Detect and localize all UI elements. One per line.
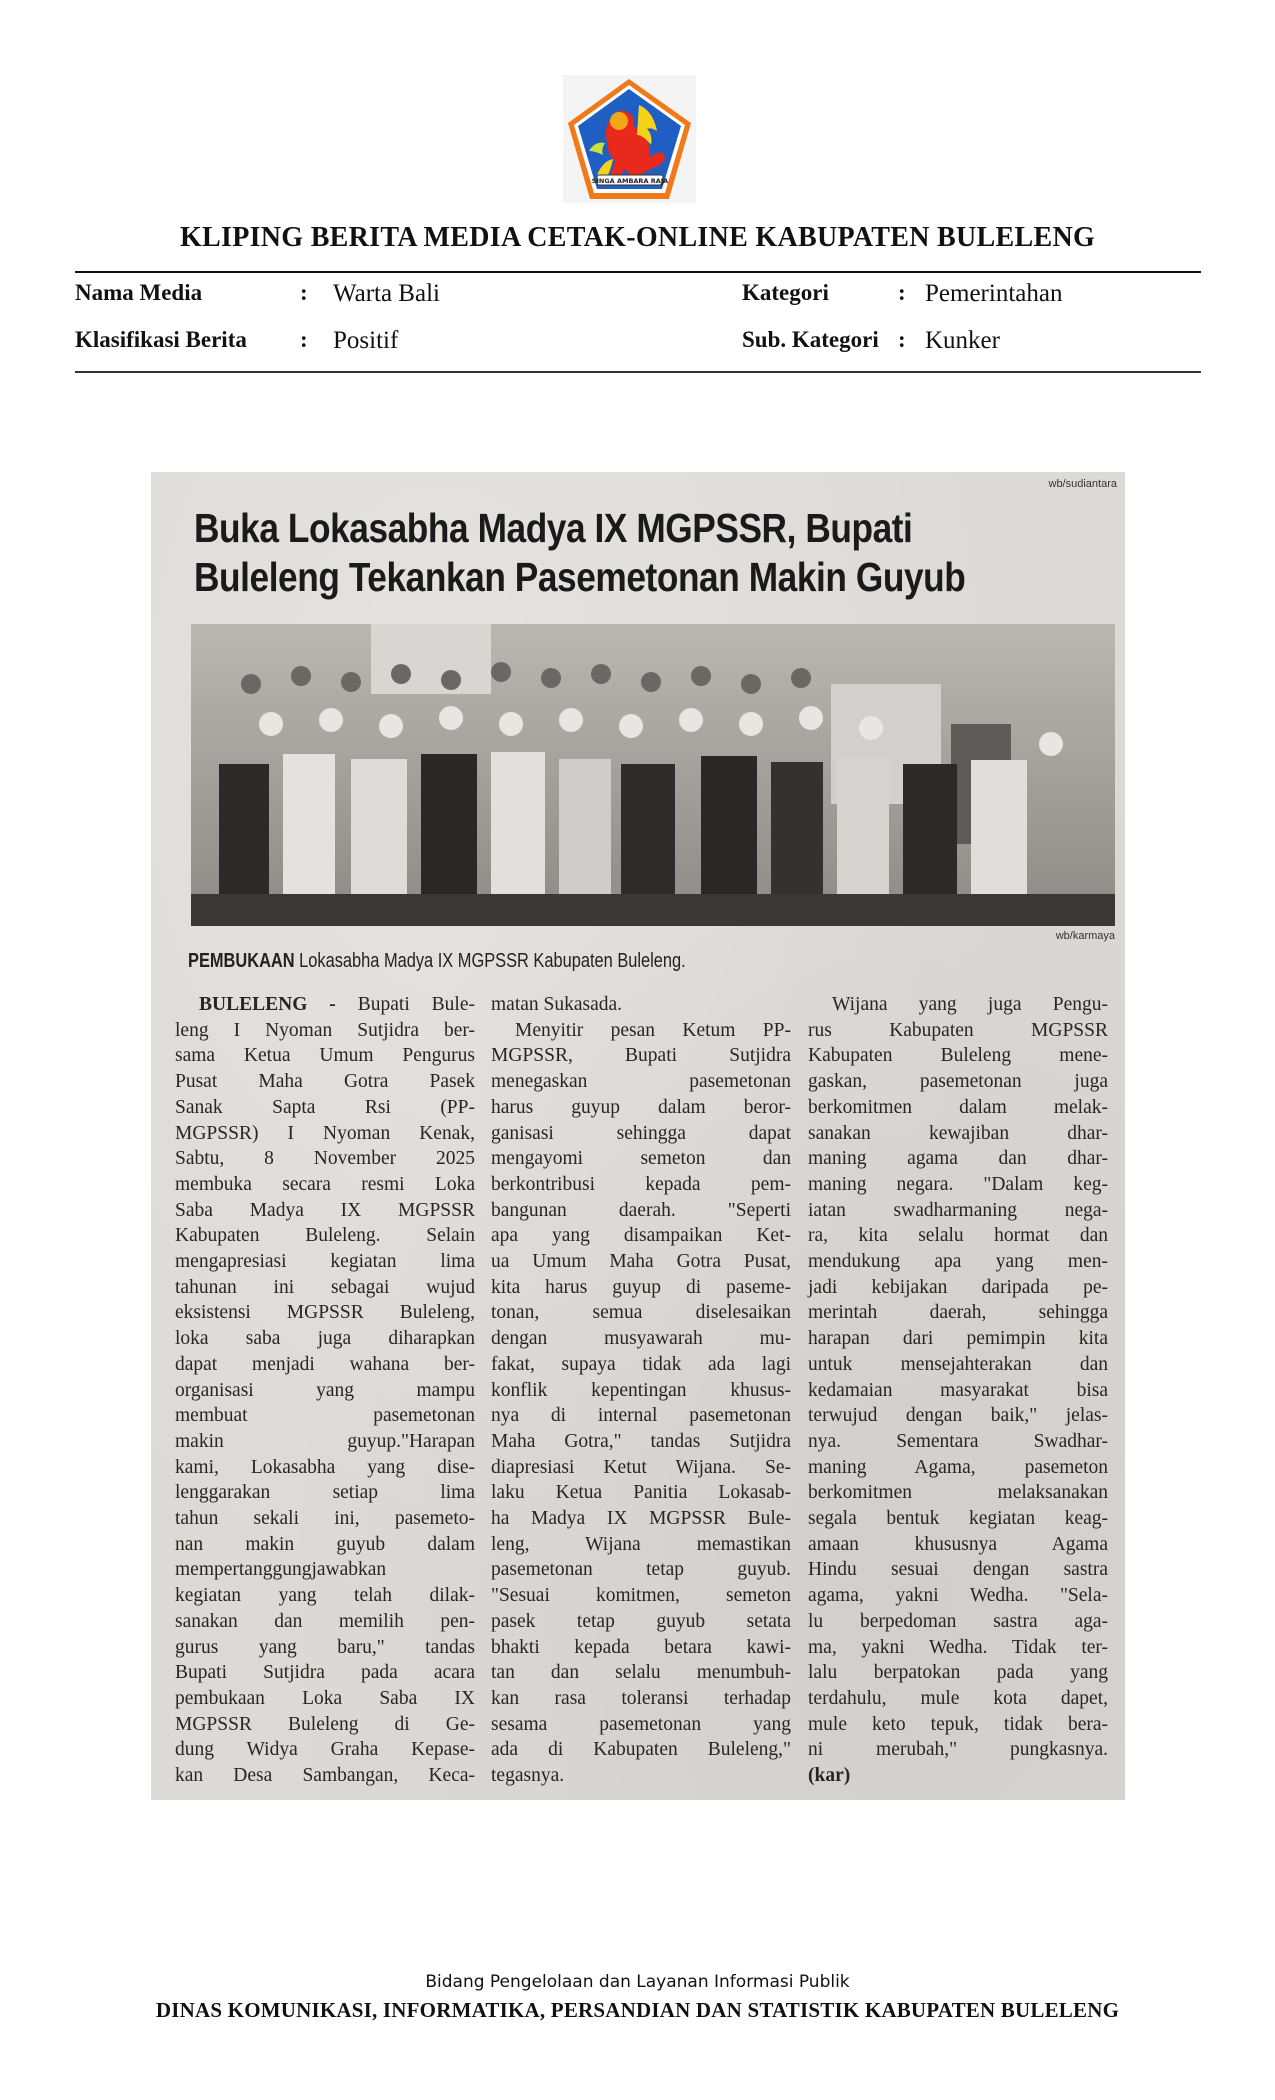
header-divider-top	[75, 271, 1201, 273]
colon: :	[300, 327, 308, 352]
article-line: maning agama dan dhar-	[808, 1148, 1108, 1170]
kategori-label: Kategori	[742, 280, 829, 305]
article-line: ua Umum Maha Gotra Pusat,	[491, 1251, 791, 1273]
article-column-3	[808, 992, 1108, 1789]
article-line: makin guyup."Harapan	[175, 1430, 475, 1452]
header-divider-bottom	[75, 371, 1201, 373]
footer-division: Bidang Pengelolaan dan Layanan Informasi Publik	[425, 1972, 850, 1992]
article-line: kegiatan yang telah dilak-	[175, 1585, 475, 1607]
article-signoff: (kar)	[808, 1765, 851, 1787]
article-line: lenggarakan setiap lima	[175, 1482, 475, 1504]
article-line: Saba Madya IX MGPSSR	[175, 1199, 475, 1221]
article-line: nya di internal pasemetonan	[491, 1405, 791, 1427]
article-line: nan makin guyub dalam	[175, 1533, 475, 1555]
article-line: merintah daerah, sehingga	[808, 1302, 1108, 1324]
colon: :	[898, 327, 906, 352]
article-line: BULELENG - Bupati Bule-	[199, 994, 475, 1015]
article-line: terwujud dengan baik," jelas-	[808, 1405, 1108, 1427]
logo-motto: SINGA AMBARA RAJA	[591, 177, 669, 185]
article-line: pasemetonan tetap guyub.	[491, 1559, 791, 1581]
article-line: ni merubah," pungkasnya.	[808, 1739, 1108, 1761]
article-line: harapan dari pemimpin kita	[808, 1328, 1108, 1350]
article-line: terdahulu, mule kota dapet,	[808, 1687, 1108, 1709]
article-line: membuat pasemetonan	[175, 1405, 475, 1427]
article-line: ha Madya IX MGPSSR Bule-	[491, 1508, 791, 1530]
article-line: segala bentuk kegiatan keag-	[808, 1508, 1108, 1530]
article-line: fakat, supaya tidak ada lagi	[491, 1353, 791, 1375]
article-line: "Sesuai komitmen, semeton	[491, 1585, 791, 1607]
article-line: Sanak Sapta Rsi (PP-	[175, 1096, 475, 1118]
article-line: dapat menjadi wahana ber-	[175, 1353, 475, 1375]
article-line: dengan musyawarah mu-	[491, 1328, 791, 1350]
article-line: Maha Gotra," tandas Sutjidra	[491, 1430, 791, 1452]
article-line: diapresiasi Ketut Wijana. Se-	[491, 1456, 791, 1478]
klasifikasi-label: Klasifikasi Berita	[75, 327, 247, 352]
article-line: harus guyup dalam beror-	[491, 1096, 791, 1118]
caption-lead: PEMBUKAAN	[188, 950, 295, 972]
article-line: sanakan kewajiban dhar-	[808, 1122, 1108, 1144]
article-line: amaan khususnya Agama	[808, 1533, 1108, 1555]
article-line: Pusat Maha Gotra Pasek	[175, 1071, 475, 1093]
article-line: pembukaan Loka Saba IX	[175, 1687, 475, 1709]
article-line: kan rasa toleransi terhadap	[491, 1687, 791, 1709]
article-line: maning negara. "Dalam keg-	[808, 1173, 1108, 1195]
caption-text: Lokasabha Madya IX MGPSSR Kabupaten Buleleng.	[294, 950, 686, 972]
kabupaten-buleleng-crest-icon	[563, 75, 696, 203]
article-line: berkomitmen dalam melak-	[808, 1096, 1108, 1118]
article-line: membuka secara resmi Loka	[175, 1173, 475, 1195]
article-column-2	[491, 992, 791, 1789]
article-line: ma, yakni Wedha. Tidak ter-	[808, 1636, 1108, 1658]
article-line: bangunan daerah. "Seperti	[491, 1199, 791, 1221]
photo-credit-top: wb/sudiantara	[1048, 478, 1117, 490]
article-line: eksistensi MGPSSR Buleleng,	[175, 1302, 475, 1324]
article-line: iatan swadharmaning nega-	[808, 1199, 1108, 1221]
article-line: tonan, semua diselesaikan	[491, 1302, 791, 1324]
nama-media-value: Warta Bali	[333, 280, 440, 307]
article-line: gaskan, pasemetonan juga	[808, 1071, 1108, 1093]
article-line: berkomitmen melaksanakan	[808, 1482, 1108, 1504]
kategori-value: Pemerintahan	[925, 280, 1063, 307]
article-line: gurus yang baru," tandas	[175, 1636, 475, 1658]
article-line: dung Widya Graha Kepase-	[175, 1739, 475, 1761]
article-line: lu berpedoman sastra aga-	[808, 1610, 1108, 1632]
article-line: ra, kita selalu hormat dan	[808, 1225, 1108, 1247]
article-line: mempertanggungjawabkan	[175, 1559, 387, 1581]
article-line: organisasi yang mampu	[175, 1379, 475, 1401]
article-line: tan dan selalu menumbuh-	[491, 1662, 791, 1684]
article-line: bhakti kepada betara kawi-	[491, 1636, 791, 1658]
article-line: jadi kebijakan daripada pe-	[808, 1276, 1108, 1298]
article-line: tegasnya.	[491, 1765, 565, 1787]
sub-kategori-value: Kunker	[925, 327, 1000, 354]
article-line: kami, Lokasabha yang dise-	[175, 1456, 475, 1478]
article-line: pasek tetap guyub setata	[491, 1610, 791, 1632]
nama-media-label: Nama Media	[75, 280, 203, 305]
article-line: mengapresiasi kegiatan lima	[175, 1251, 475, 1273]
colon: :	[898, 280, 906, 305]
article-line: MGPSSR Buleleng di Ge-	[175, 1713, 475, 1735]
article-line: ada di Kabupaten Buleleng,"	[491, 1739, 791, 1761]
article-line: ganisasi sehingga dapat	[491, 1122, 791, 1144]
article-line: mengayomi semeton dan	[491, 1148, 791, 1170]
article-line: sanakan dan memilih pen-	[175, 1610, 475, 1632]
article-line: konflik kepentingan khusus-	[491, 1379, 791, 1401]
article-line: laku Ketua Panitia Lokasab-	[491, 1482, 791, 1504]
article-line: untuk mensejahterakan dan	[808, 1353, 1108, 1375]
article-line: matan Sukasada.	[491, 994, 623, 1015]
article-line: Kabupaten Buleleng mene-	[808, 1045, 1108, 1067]
article-line: MGPSSR) I Nyoman Kenak,	[175, 1122, 475, 1144]
article-line: mendukung apa yang men-	[808, 1251, 1108, 1273]
headline-line-2: Buleleng Tekankan Pasemetonan Makin Guyub	[194, 554, 966, 600]
klasifikasi-value: Positif	[333, 327, 399, 354]
article-line: Bupati Sutjidra pada acara	[175, 1662, 475, 1684]
colon: :	[300, 280, 308, 305]
article-line: Sabtu, 8 November 2025	[175, 1148, 475, 1170]
article-line: Wijana yang juga Pengu-	[832, 994, 1108, 1015]
news-photo	[191, 624, 1115, 926]
article-line: agama, yakni Wedha. "Sela-	[808, 1585, 1108, 1607]
photo-caption	[188, 950, 686, 973]
article-line: kedamaian masyarakat bisa	[808, 1379, 1108, 1401]
footer-agency: DINAS KOMUNIKASI, INFORMATIKA, PERSANDIAN DAN STATISTIK KABUPATEN BULELENG	[155, 1998, 1120, 2022]
article-line: nya. Sementara Swadhar-	[808, 1430, 1108, 1452]
article-line: tahun sekali ini, pasemeto-	[175, 1508, 475, 1530]
article-line: berkontribusi kepada pem-	[491, 1173, 791, 1195]
article-line: kan Desa Sambangan, Keca-	[175, 1765, 475, 1787]
article-line: lalu berpatokan pada yang	[808, 1662, 1108, 1684]
headline	[194, 504, 968, 602]
document-title: KLIPING BERITA MEDIA CETAK-ONLINE KABUPATEN BULELENG	[179, 222, 1096, 253]
article-line: mule keto tepuk, tidak bera-	[808, 1713, 1108, 1735]
dateline: BULELENG -	[199, 994, 358, 1015]
article-line: Kabupaten Buleleng. Selain	[175, 1225, 475, 1247]
sub-kategori-label: Sub. Kategori	[742, 327, 879, 352]
article-line: menegaskan pasemetonan	[491, 1071, 791, 1093]
article-line: sama Ketua Umum Pengurus	[175, 1045, 475, 1067]
article-line: rus Kabupaten MGPSSR	[808, 1019, 1108, 1041]
article-line: apa yang disampaikan Ket-	[491, 1225, 791, 1247]
photo-credit: wb/karmaya	[1055, 930, 1115, 942]
article-line: MGPSSR, Bupati Sutjidra	[491, 1045, 791, 1067]
article-line: leng, Wijana memastikan	[491, 1533, 791, 1555]
article-line: loka saba juga diharapkan	[175, 1328, 475, 1350]
article-line: tahunan ini sebagai wujud	[175, 1276, 475, 1298]
article-line: kita harus guyup di paseme-	[491, 1276, 791, 1298]
article-line: leng I Nyoman Sutjidra ber-	[175, 1019, 475, 1041]
article-line: Hindu sesuai dengan sastra	[808, 1559, 1108, 1581]
group-photo-image	[191, 624, 1115, 926]
headline-line-1: Buka Lokasabha Madya IX MGPSSR, Bupati	[194, 505, 913, 551]
article-column-1	[175, 992, 475, 1789]
newspaper-clipping	[151, 472, 1125, 1800]
article-line: Menyitir pesan Ketum PP-	[515, 1019, 791, 1041]
article-line: maning Agama, pasemeton	[808, 1456, 1108, 1478]
article-line: sesama pasemetonan yang	[491, 1713, 791, 1735]
